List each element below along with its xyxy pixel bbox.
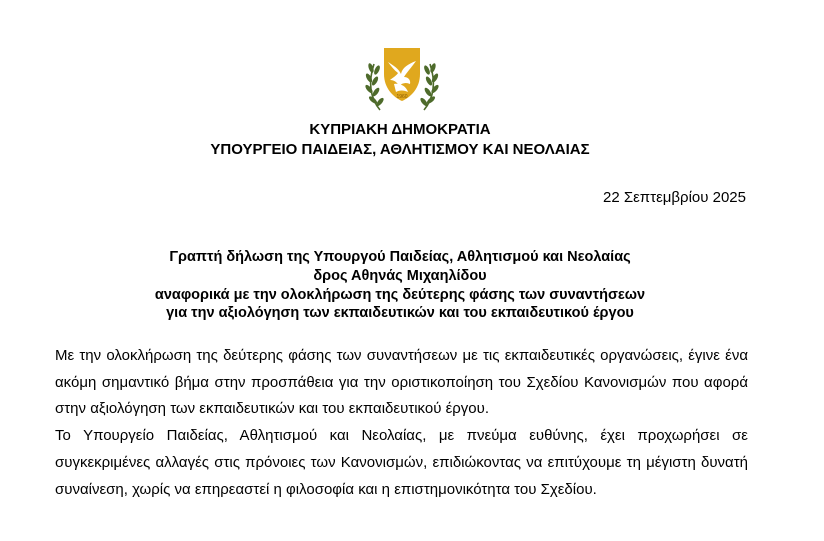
coat-of-arms-icon (364, 44, 440, 114)
statement-title-line-2: δρος Αθηνάς Μιχαηλίδου (313, 268, 487, 284)
statement-title-line-3: αναφορικά με την ολοκλήρωση της δεύτερης φάσης των συναντήσεων (154, 287, 646, 303)
document-date: 22 Σεπτεμβρίου 2025 (603, 189, 746, 206)
svg-text:1960: 1960 (396, 94, 408, 100)
olive-branch-left-icon (364, 63, 385, 110)
body-paragraph-1: Με την ολοκλήρωση της δεύτερης φάσης των συναντήσεων με τις εκπαιδευτικές οργανώσεις, έγινε ένα ακόμη σημαντικό βήμα στην προσπάθεια για την οριστικοποίηση του Σχεδίου Κανονισμών που αφορά στην αξιολόγηση των εκπαιδευτικών και του εκπαιδευτικού έργου. (55, 347, 748, 418)
statement-body (55, 343, 748, 503)
ministry-name: ΥΠΟΥΡΓΕΙΟ ΠΑΙΔΕΙΑΣ, ΑΘΛΗΤΙΣΜΟΥ ΚΑΙ ΝΕΟΛΑΙΑΣ (210, 141, 590, 158)
body-paragraph-2: Το Υπουργείο Παιδείας, Αθλητισμού και Νεολαίας, με πνεύμα ευθύνης, έχει προχωρήσει σε συγκεκριμένες αλλαγές στις πρόνοιες των Κανονισμών, επιδιώκοντας να επιτύχουμε τη μέγιστη δυνατή συναίνεση, χωρίς να επηρεαστεί η φιλοσοφία και η επιστημονικότητα του Σχεδίου. (55, 427, 748, 498)
olive-branch-right-icon (419, 63, 440, 110)
statement-title-line-4: για την αξιολόγηση των εκπαιδευτικών και του εκπαιδευτικού έργου (166, 305, 634, 321)
country-name: ΚΥΠΡΙΑΚΗ ΔΗΜΟΚΡΑΤΙΑ (309, 121, 491, 138)
statement-title-line-1: Γραπτή δήλωση της Υπουργού Παιδείας, Αθλητισμού και Νεολαίας (169, 249, 631, 265)
